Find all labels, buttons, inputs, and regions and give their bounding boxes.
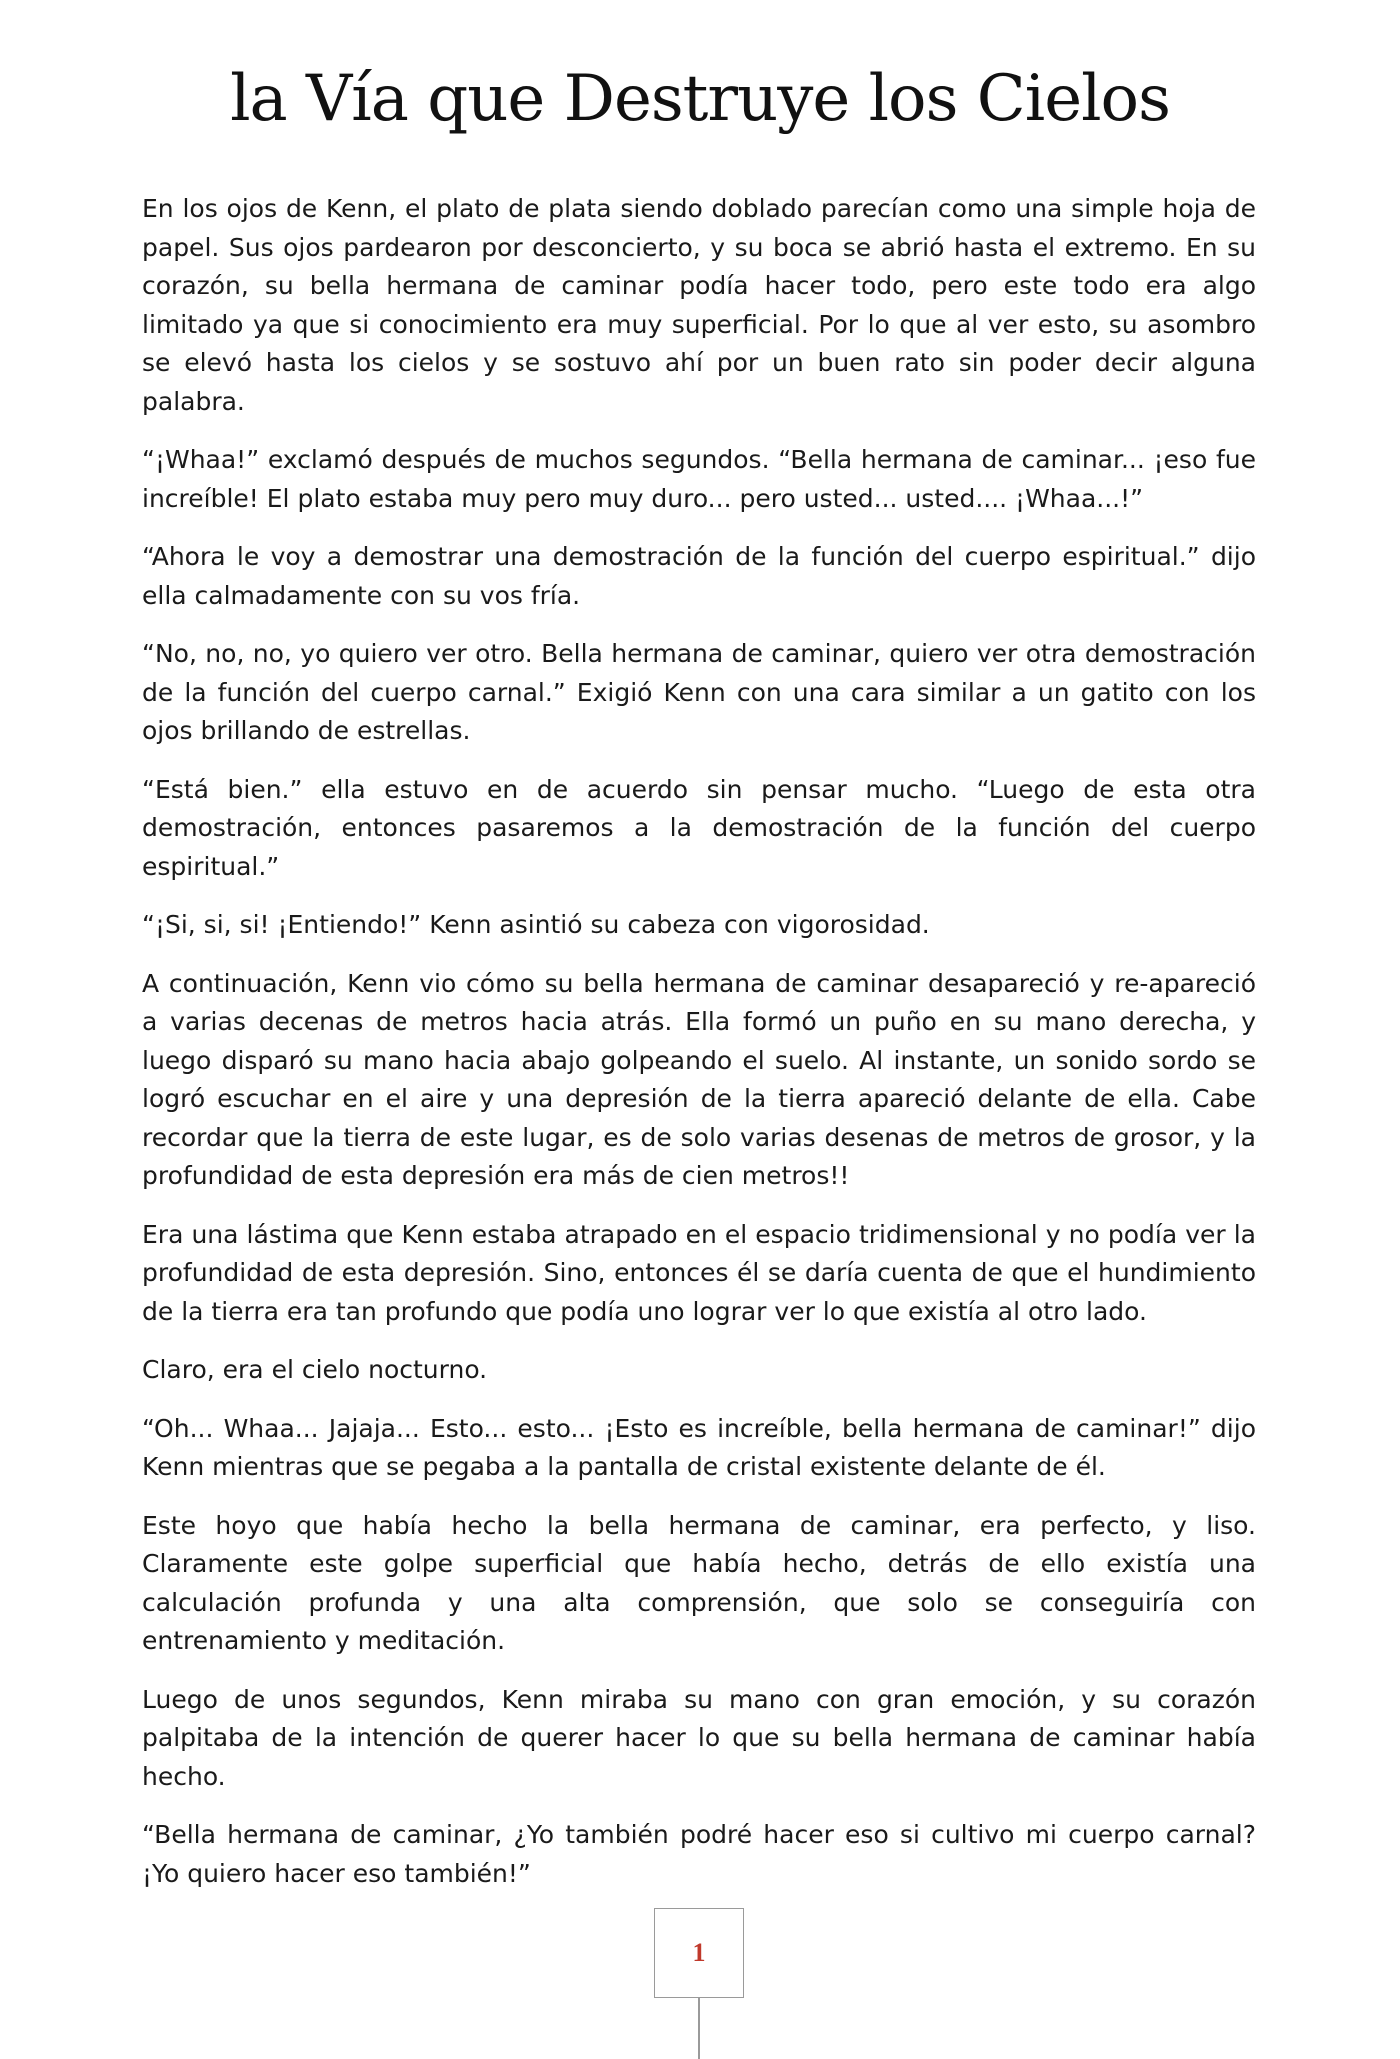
paragraph-1: En los ojos de Kenn, el plato de plata siendo doblado parecían como una simple hoja de papel. Sus ojos pardearon por desconcierto, y su boca se abrió hasta el extremo. En su corazón, su bella hermana de caminar podía hacer todo, pero este todo era algo limitado ya que si conocimiento era muy superficial. Por lo que al ver esto, su asombro se elevó hasta los cielos y se sostuvo ahí por un buen rato sin poder decir alguna palabra. [142, 194, 1256, 416]
paragraph-11: Este hoyo que había hecho la bella hermana de caminar, era perfecto, y liso. Claramente este golpe superficial que había hecho, detrás de ello existía una calculación profunda y una alta comprensión, que solo se conseguiría con entrenamiento y meditación. [142, 1510, 1256, 1655]
paragraph-2: “¡Whaa!” exclamó después de muchos segundos. “Bella hermana de caminar... ¡eso fue increíble! El plato estaba muy pero muy duro... pero usted... usted.... ¡Whaa...!” [142, 445, 1256, 513]
paragraph-4: “No, no, no, yo quiero ver otro. Bella hermana de caminar, quiero ver otra demostración de la función del cuerpo carnal.” Exigió Kenn con una cara similar a un gatito con los ojos brillando de estrellas. [142, 639, 1256, 745]
paragraph-9: Claro, era el cielo nocturno. [142, 1355, 488, 1384]
paragraph-12: Luego de unos segundos, Kenn miraba su mano con gran emoción, y su corazón palpitaba de la intención de querer hacer lo que su bella hermana de caminar había hecho. [142, 1684, 1256, 1791]
page-number-connector-line [698, 1998, 700, 2059]
document-title: la Vía que Destruye los Cielos [230, 62, 1170, 136]
page-number-box [654, 1908, 744, 1998]
paragraph-10: “Oh... Whaa... Jajaja... Esto... esto... ¡Esto es increíble, bella hermana de caminar!” dijo Kenn mientras que se pegaba a la pantalla de cristal existente delante de él. [142, 1413, 1256, 1481]
paragraph-5: “Está bien.” ella estuvo en de acuerdo sin pensar mucho. “Luego de esta otra demostración, entonces pasaremos a la demostración de la función del cuerpo espiritual.” [142, 774, 1256, 881]
paragraph-6: “¡Si, si, si! ¡Entiendo!” Kenn asintió su cabeza con vigorosidad. [142, 910, 930, 939]
paragraph-7: A continuación, Kenn vio cómo su bella hermana de caminar desapareció y re-apareció a varias decenas de metros hacia atrás. Ella formó un puño en su mano derecha, y luego disparó su mano hacia abajo golpeando el suelo. Al instante, un sonido sordo se logró escuchar en el aire y una depresión de la tierra apareció delante de ella. Cabe recordar que la tierra de este lugar, es de solo varias desenas de metros de grosor, y la profundidad de esta depresión era más de cien metros!! [142, 968, 1256, 1190]
paragraph-3: “Ahora le voy a demostrar una demostración de la función del cuerpo espiritual.” dijo ella calmadamente con su vos fría. [142, 542, 1256, 610]
page-number: 1 [692, 1938, 706, 1967]
paragraph-13: “Bella hermana de caminar, ¿Yo también podré hacer eso si cultivo mi cuerpo carnal? ¡Yo quiero hacer eso también!” [142, 1820, 1256, 1888]
document-body [142, 190, 1256, 1913]
paragraph-8: Era una lástima que Kenn estaba atrapado en el espacio tridimensional y no podía ver la profundidad de esta depresión. Sino, entonces él se daría cuenta de que el hundimiento de la tierra era tan profundo que podía uno lograr ver lo que existía al otro lado. [142, 1219, 1256, 1326]
